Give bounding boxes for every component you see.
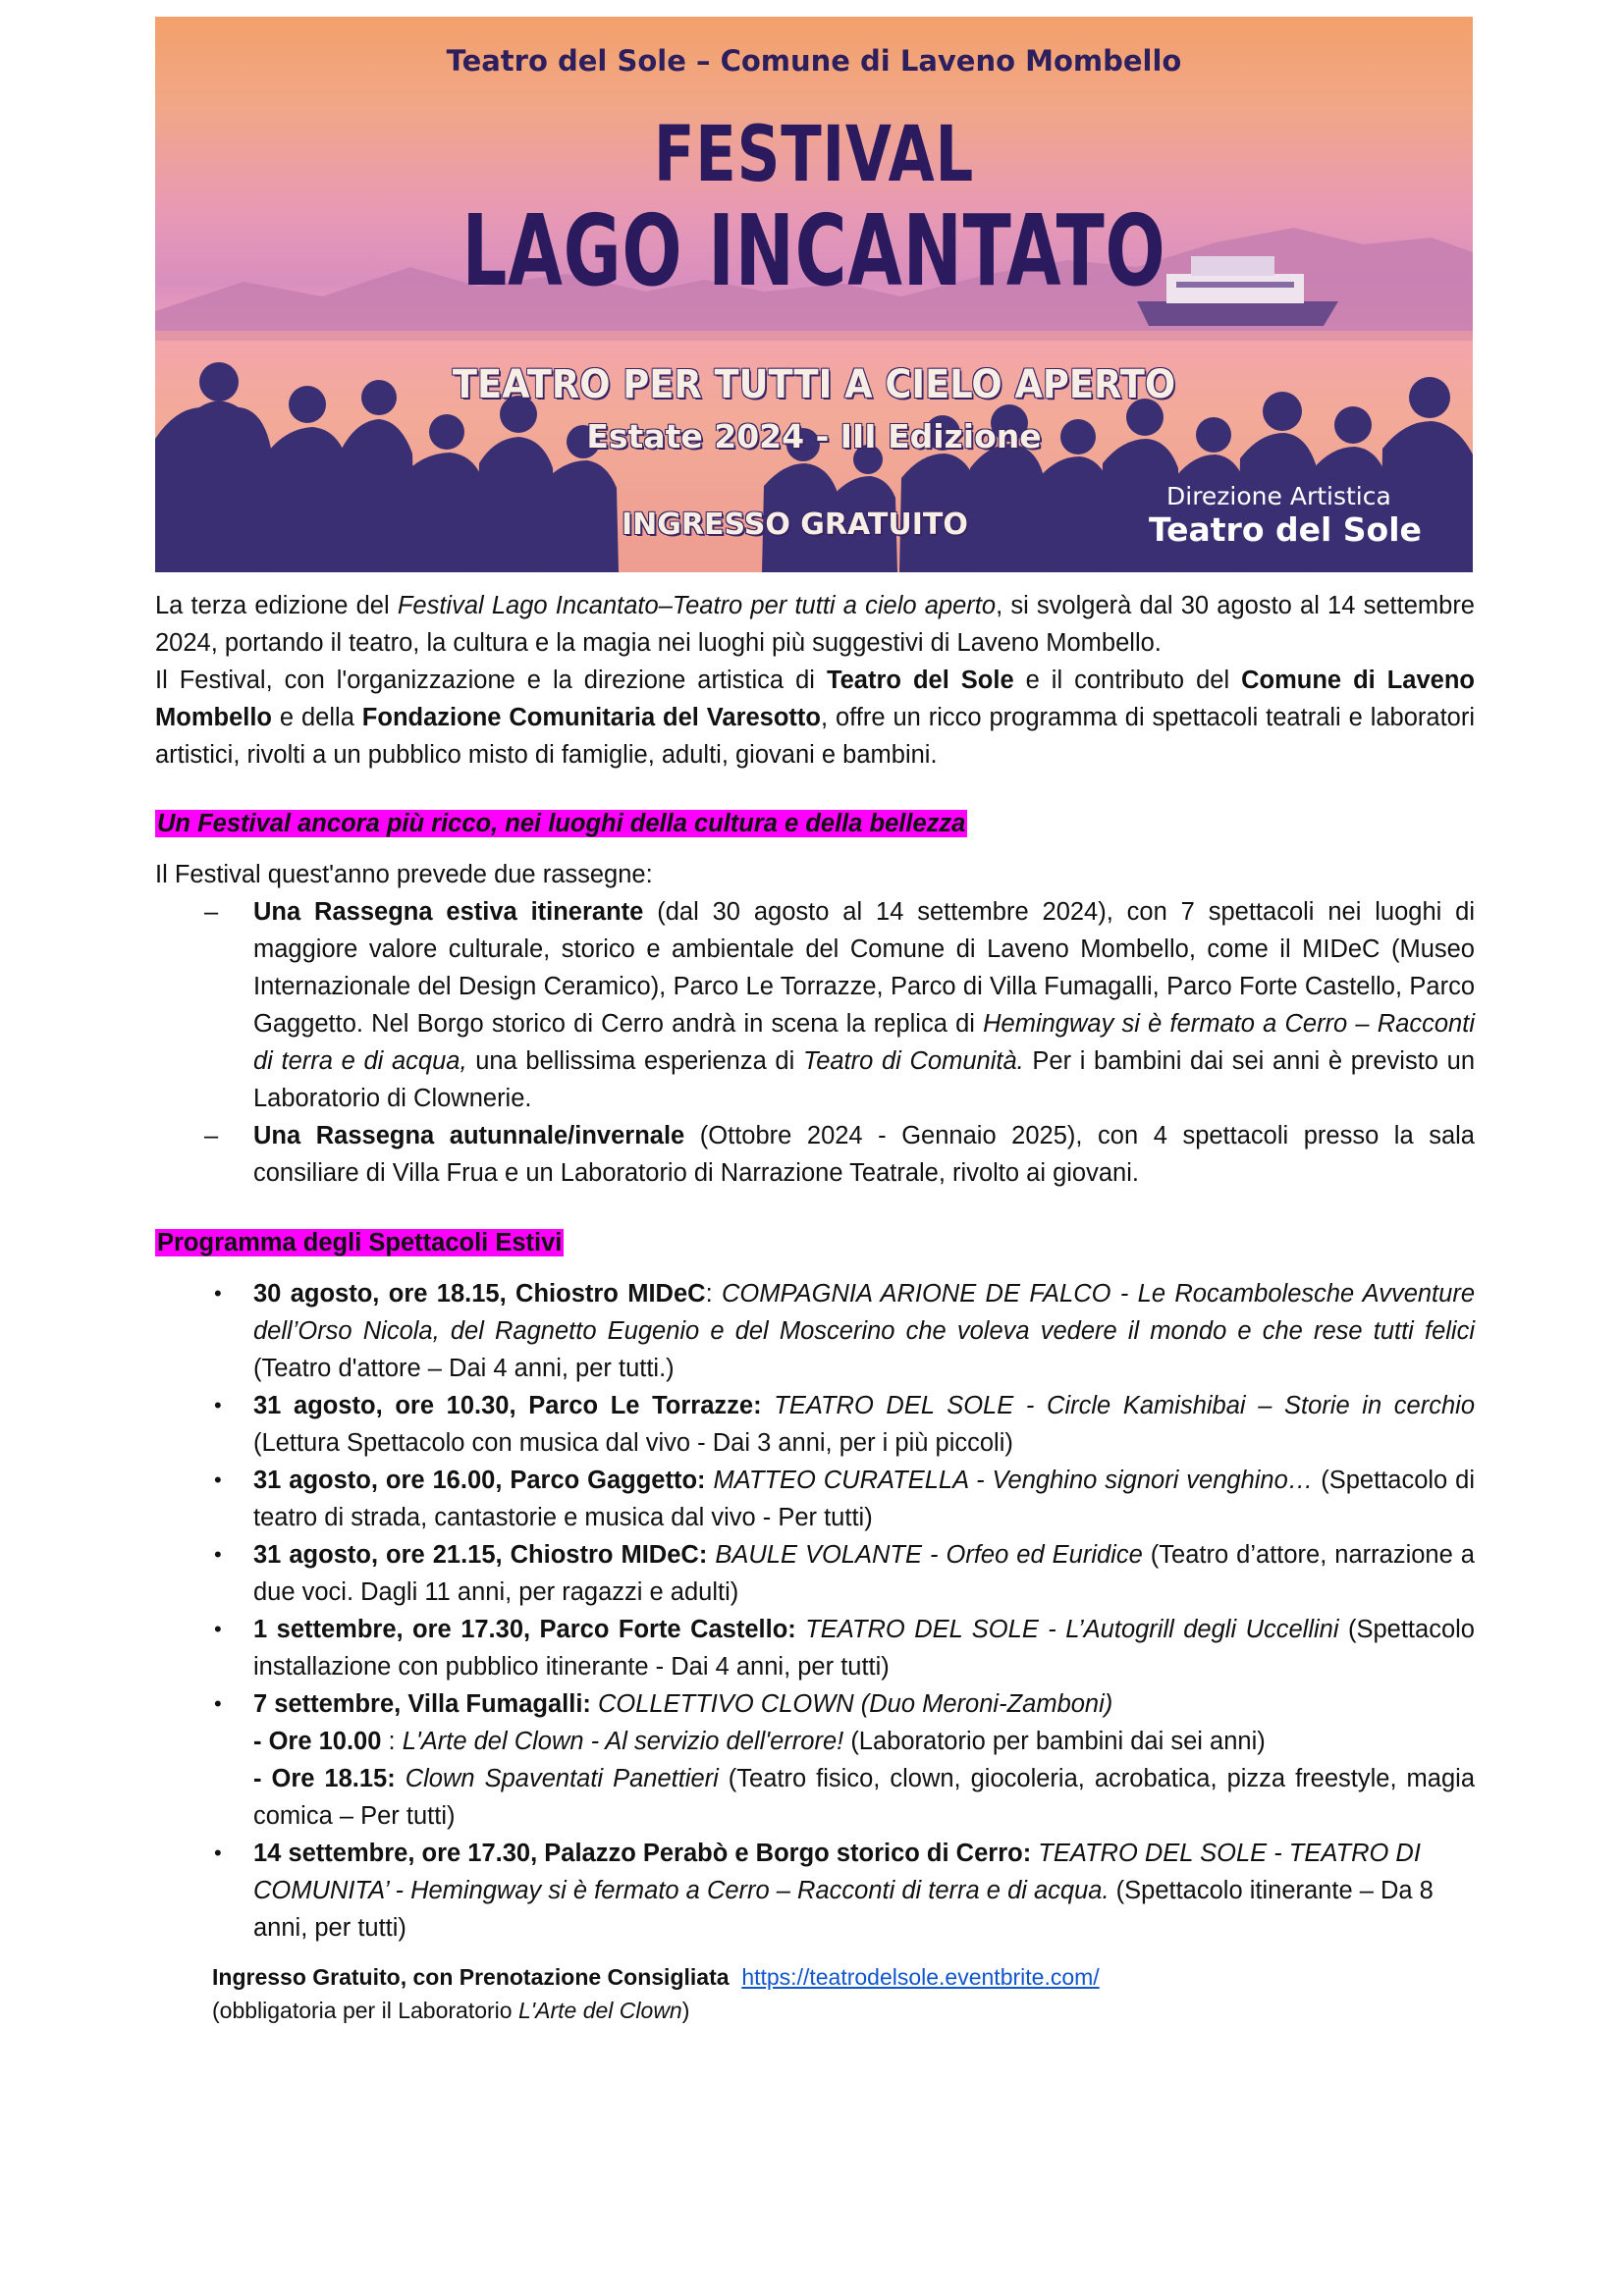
event-title: TEATRO DEL SOLE - L’Autogrill degli Uccellini — [805, 1616, 1339, 1643]
separator: : — [705, 1280, 723, 1308]
booking-link[interactable]: https://teatrodelsole.eventbrite.com/ — [741, 1964, 1100, 1990]
rassegne-list — [155, 893, 1475, 1192]
bullet-marker: • — [214, 1281, 222, 1306]
event-when-where: 14 settembre, ore 17.30, Palazzo Perabò e Borgo storico di Cerro: — [253, 1840, 1032, 1867]
foundation-name: Fondazione Comunitaria del Varesotto — [361, 704, 821, 731]
banner-direction-label: Direzione Artistica — [1166, 482, 1391, 510]
show-title: Hemingway si è fermato a Cerro – Racconti di terra e di acqua, — [253, 1010, 1475, 1075]
intro-p1-text: La terza edizione del — [155, 592, 398, 619]
sub-time: - Ore 18.15: — [253, 1765, 396, 1792]
bullet-marker: • — [214, 1617, 222, 1641]
event-details: (Spettacolo installazione con pubblico itinerante - Dai 4 anni, per tutti) — [253, 1616, 1475, 1681]
list-item — [155, 1117, 1475, 1192]
list-item — [155, 893, 1475, 1117]
event-item — [212, 1536, 1475, 1611]
sub-details: (Teatro fisico, clown, giocoleria, acrobatica, pizza freestyle, magia comica – Per tutti) — [253, 1765, 1475, 1830]
rassegna-text: Per i bambini dai sei anni è previsto un Laboratorio di Clownerie. — [253, 1047, 1476, 1112]
event-when-where: 7 settembre, Villa Fumagalli: — [253, 1690, 591, 1718]
separator — [762, 1392, 775, 1419]
rassegna-text: una bellissima esperienza di — [466, 1047, 803, 1075]
rassegna-text: (dal 30 agosto al 14 settembre 2024), con 7 spettacoli nei luoghi di maggiore valore culturale, storico e ambientale del Comune di Laveno Mombello, come il MIDeC (Museo Internazionale del Design Ceramico), Parco Le Torrazze, Parco di Villa Fumagalli, Parco Forte Castello, Parco Gaggetto. Nel Borgo storico di Cerro andrà in scena la replica di — [253, 898, 1476, 1038]
event-title: BAULE VOLANTE - Orfeo ed Euridice — [715, 1541, 1143, 1569]
event-item — [212, 1611, 1475, 1685]
separator: : — [381, 1728, 403, 1755]
event-details: (Lettura Spettacolo con musica dal vivo - Dai 3 anni, per i più piccoli) — [253, 1429, 1013, 1457]
show-type: Teatro di Comunità. — [802, 1047, 1024, 1075]
section-heading-festival — [155, 805, 1475, 842]
intro-p2-text-4: , offre un ricco programma di spettacoli teatrali e laboratori artistici, rivolti a un pubblico misto di famiglie, adulti, giovani e bambini. — [155, 704, 1476, 769]
intro-p2-text-3: e della — [272, 704, 362, 731]
banner-direction-name: Teatro del Sole — [1149, 510, 1422, 549]
event-when-where: 31 agosto, ore 16.00, Parco Gaggetto: — [253, 1467, 706, 1494]
event-item — [212, 1685, 1475, 1835]
banner-organizers: Teatro del Sole – Comune di Laveno Mombello — [446, 44, 1182, 78]
event-details: (Spettacolo itinerante – Da 8 anni, per tutti) — [253, 1877, 1434, 1942]
intro-p2-text: Il Festival, con l'organizzazione e la direzione artistica di — [155, 667, 827, 694]
bullet-marker: • — [214, 1841, 222, 1865]
rassegna-text: (Ottobre 2024 - Gennaio 2025), con 4 spettacoli presso la sala consiliare di Villa Frua e un Laboratorio di Narrazione Teatrale, rivolto ai giovani. — [253, 1122, 1475, 1187]
event-item — [212, 1387, 1475, 1462]
event-when-where: 31 agosto, ore 21.15, Chiostro MIDeC: — [253, 1541, 708, 1569]
festival-name: Festival Lago Incantato–Teatro per tutti a cielo aperto — [397, 592, 997, 619]
municipality-name: Comune di Laveno Mombello — [155, 667, 1475, 731]
event-details: (Teatro d’attore, narrazione a due voci. Dagli 11 anni, per ragazzi e adulti) — [253, 1541, 1475, 1606]
booking-note — [212, 1994, 1100, 2027]
event-details: (Spettacolo di teatro di strada, cantastorie e musica dal vivo - Per tutti) — [253, 1467, 1475, 1531]
event-sub-item — [253, 1723, 1475, 1760]
separator — [796, 1616, 805, 1643]
event-title: COMPAGNIA ARIONE DE FALCO - Le Rocambolesche Avventure dell’Orso Nicola, del Ragnetto Eugenio e del Moscerino che voleva vedere il mondo e che rese tutti felici — [253, 1280, 1475, 1345]
section2-heading-text: Programma degli Spettacoli Estivi — [157, 1229, 563, 1256]
rassegna-title: Una Rassegna estiva itinerante — [253, 898, 644, 926]
dash-marker: – — [204, 898, 219, 926]
event-details: (Teatro d'attore – Dai 4 anni, per tutti.) — [253, 1355, 675, 1382]
festival-banner — [155, 17, 1473, 572]
intro-p2-text-2: e il contributo del — [1013, 667, 1242, 694]
event-sub-item — [253, 1760, 1475, 1835]
dash-marker: – — [204, 1122, 219, 1149]
banner-edition: Estate 2024 - III Edizione — [586, 417, 1042, 455]
banner-festival-title: FESTIVAL — [653, 111, 975, 199]
event-when-where: 30 agosto, ore 18.15, Chiostro MIDeC — [253, 1280, 706, 1308]
event-title: MATTEO CURATELLA - Venghino signori venghino… — [713, 1467, 1314, 1494]
bullet-marker: • — [214, 1393, 222, 1417]
event-item — [212, 1462, 1475, 1536]
sub-details: (Laboratorio per bambini dai sei anni) — [843, 1728, 1266, 1755]
intro-p1-text-2: , si svolgerà dal 30 agosto al 14 settembre 2024, portando il teatro, la cultura e la magia nei luoghi più suggestivi di Laveno Mombello. — [155, 592, 1475, 657]
banner-free-entry: INGRESSO GRATUITO — [622, 507, 968, 542]
sub-title: Clown Spaventati Panettieri — [395, 1765, 719, 1792]
event-item — [212, 1275, 1475, 1387]
event-when-where: 1 settembre, ore 17.30, Parco Forte Castello: — [253, 1616, 796, 1643]
rassegne-intro: Il Festival quest'anno prevede due rassegne: — [155, 861, 653, 888]
intro-text — [155, 587, 1475, 774]
section1-heading-text: Un Festival ancora più ricco, nei luoghi della cultura e della bellezza — [157, 810, 966, 837]
intro-paragraph-1 — [155, 587, 1475, 662]
events-list — [212, 1275, 1475, 1947]
booking-note-text: (obbligatoria per il Laboratorio — [212, 1998, 518, 2023]
event-when-where: 31 agosto, ore 10.30, Parco Le Torrazze: — [253, 1392, 762, 1419]
event-title: COLLETTIVO CLOWN (Duo Meroni-Zamboni) — [590, 1690, 1113, 1718]
event-title: TEATRO DEL SOLE - TEATRO DI COMUNITA’ - Hemingway si è fermato a Cerro – Racconti di terra e di acqua. — [253, 1840, 1421, 1904]
organizer-name: Teatro del Sole — [826, 667, 1014, 694]
event-item — [212, 1835, 1475, 1947]
booking-note-end: ) — [681, 1998, 690, 2023]
banner-main-title: LAGO INCANTATO — [461, 193, 1166, 308]
bullet-marker: • — [214, 1468, 222, 1492]
bullet-marker: • — [214, 1542, 222, 1567]
rassegna-title: Una Rassegna autunnale/invernale — [253, 1122, 685, 1149]
booking-label: Ingresso Gratuito, con Prenotazione Consigliata — [212, 1964, 730, 1990]
booking-line — [212, 1960, 1100, 1994]
section-heading-program — [155, 1224, 1475, 1261]
bullet-marker: • — [214, 1691, 222, 1716]
intro-paragraph-2 — [155, 662, 1475, 774]
workshop-name: L'Arte del Clown — [517, 1998, 682, 2023]
sub-title: L'Arte del Clown - Al servizio dell'errore! — [402, 1728, 844, 1755]
banner-tagline: TEATRO PER TUTTI A CIELO APERTO — [452, 362, 1176, 407]
event-title: TEATRO DEL SOLE - Circle Kamishibai – Storie in cerchio — [774, 1392, 1476, 1419]
booking-info — [212, 1960, 1100, 2027]
sub-time: - Ore 10.00 — [253, 1728, 382, 1755]
